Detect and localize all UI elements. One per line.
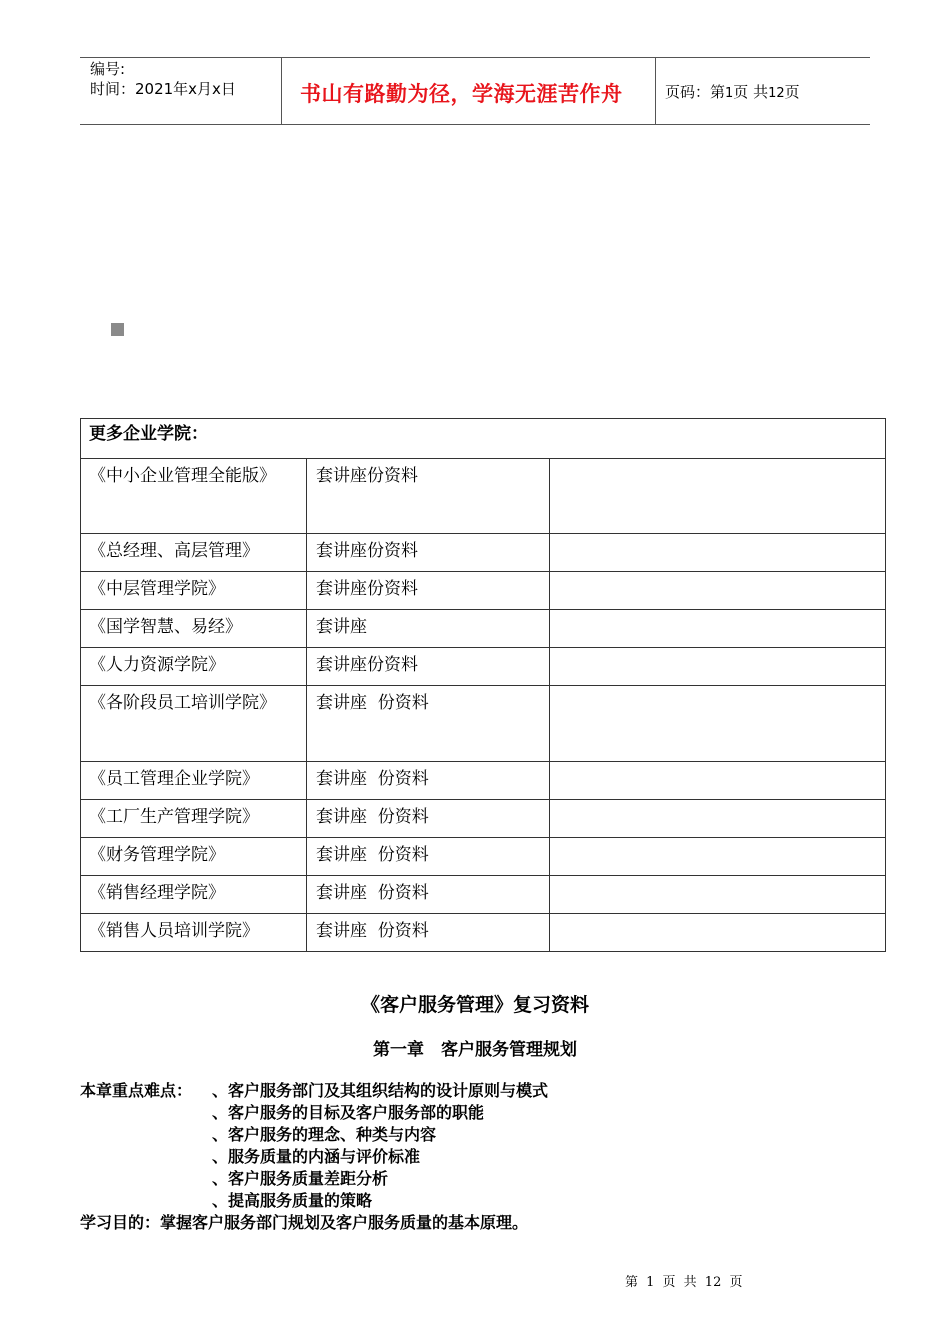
header-rule-top — [80, 57, 870, 58]
table-border — [885, 418, 886, 951]
table-cell-desc: 套讲座 份资料 — [316, 693, 429, 713]
table-rule — [80, 418, 886, 419]
table-cell-name: 《中层管理学院》 — [89, 579, 225, 599]
table-border — [80, 418, 81, 951]
page-mid: 页 共 — [733, 83, 769, 101]
table-cell-desc: 套讲座 份资料 — [316, 807, 429, 827]
page-prefix: 页码：第 — [665, 83, 726, 101]
chapter-title: 第一章 客户服务管理规划 — [373, 1040, 577, 1060]
table-cell-name: 《销售经理学院》 — [89, 883, 225, 903]
table-caption: 更多企业学院： — [89, 424, 208, 444]
academy-table — [80, 418, 886, 951]
square-bullet-icon — [111, 323, 124, 336]
page-total: 12 — [768, 86, 785, 101]
table-cell-desc: 套讲座份资料 — [316, 579, 418, 599]
table-cell-name: 《员工管理企业学院》 — [89, 769, 259, 789]
table-column-divider — [306, 458, 307, 951]
key-point-item: 、客户服务质量差距分析 — [212, 1169, 389, 1188]
time-label: 时间：2021年x月x日 — [90, 80, 236, 98]
page-current: 1 — [725, 86, 734, 101]
document-title: 《客户服务管理》复习资料 — [360, 994, 589, 1016]
page-footer: 第 1 页 共 12 页 — [625, 1275, 743, 1290]
table-cell-name: 《中小企业管理全能版》 — [89, 466, 276, 486]
table-cell-name: 《总经理、高层管理》 — [89, 541, 259, 561]
header-rule-bottom — [80, 124, 870, 125]
table-cell-name: 《各阶段员工培训学院》 — [89, 693, 276, 713]
number-label: 编号: — [90, 60, 126, 78]
table-cell-desc: 套讲座 — [316, 617, 367, 637]
table-cell-desc: 套讲座份资料 — [316, 655, 418, 675]
header-divider — [655, 57, 656, 125]
header-motto: 书山有路勤为径，学海无涯苦作舟 — [300, 82, 623, 106]
key-point-item: 、提高服务质量的策略 — [212, 1191, 373, 1210]
page-suffix: 页 — [784, 83, 800, 101]
table-cell-name: 《工厂生产管理学院》 — [89, 807, 259, 827]
table-cell-name: 《销售人员培训学院》 — [89, 921, 259, 941]
table-cell-desc: 套讲座 份资料 — [316, 921, 429, 941]
table-cell-desc: 套讲座份资料 — [316, 466, 418, 486]
header-info — [90, 59, 236, 99]
table-cell-name: 《国学智慧、易经》 — [89, 617, 242, 637]
table-cell-desc: 套讲座份资料 — [316, 541, 418, 561]
key-point-item: 、客户服务的理念、种类与内容 — [212, 1125, 437, 1144]
learning-objective: 学习目的：掌握客户服务部门规划及客户服务质量的基本原理。 — [80, 1213, 529, 1232]
table-cell-name: 《人力资源学院》 — [89, 655, 225, 675]
header-page-number — [665, 81, 800, 102]
key-point-item: 、客户服务部门及其组织结构的设计原则与模式 — [212, 1081, 549, 1100]
table-cell-desc: 套讲座 份资料 — [316, 845, 429, 865]
table-cell-desc: 套讲座 份资料 — [316, 883, 429, 903]
key-point-item: 、客户服务的目标及客户服务部的职能 — [212, 1103, 485, 1122]
key-points-label: 本章重点难点： — [80, 1081, 193, 1100]
header-divider — [281, 57, 282, 125]
table-cell-name: 《财务管理学院》 — [89, 845, 225, 865]
key-point-item: 、服务质量的内涵与评价标准 — [212, 1147, 421, 1166]
table-cell-desc: 套讲座 份资料 — [316, 769, 429, 789]
table-column-divider — [549, 458, 550, 951]
table-rule — [80, 951, 886, 952]
